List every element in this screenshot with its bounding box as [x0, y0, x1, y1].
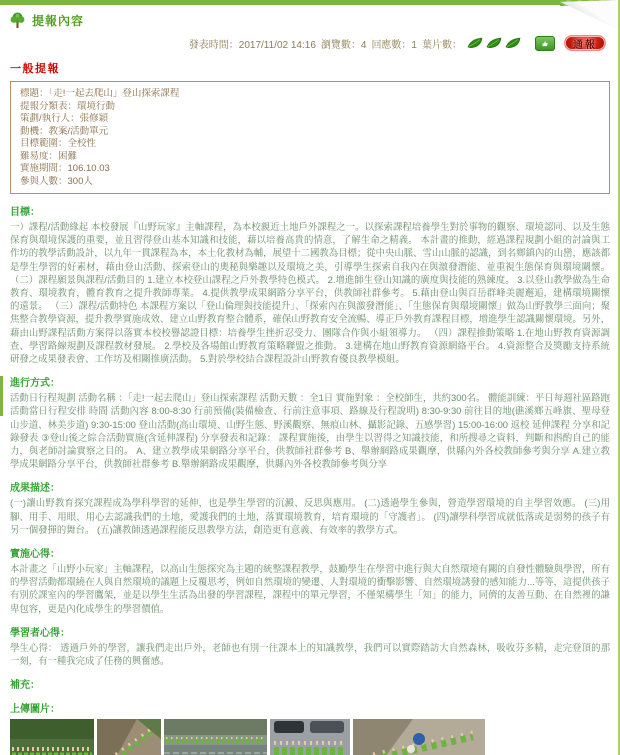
- section-method-text: 活動日行程規劃 活動名稱 ：「走!一起去爬山」登山探索課程 活動天數 ：全1日 實施對象 ：全校師生，共約300名。 體能訓練：平日每週社區路跑 活動當日行程安排 時間 活動內容 8:00-8:30 行前預備(裝備檢查、行前注意事項、路線及行程說明) 8:30-9:30 前往目的地(礁溪鄉五峰旗、聖母登山步道、林美步道) 9:30-15:00 登山活動(高山環境、山野生態、野溪觀察、無痕山林、攝影記錄、五感學習) 15:00-16:00 返校 延伸課程 分享和記錄發表 ③登山後之綜合活動實施(含延伸課程) 分享發表和記錄： 課程實施後，由學生以習得之知識技能，和所搜尋之資料，判斷和斟酌自己的能力，與老師討論實察之目的。 A、建立教學成果網路分享平台，供教師社群參考 B、舉辦網路成果觀摩，供縣內外各校教師參考與分享 A.建立教學成果網路分享平台，供教師社群參考 B.舉辦網路成果觀摩，供縣內外各校教師參考與分享: [10, 392, 610, 470]
- section-teacher-reflection-label: 實施心得：: [10, 549, 60, 561]
- section-uploaded-images: [10, 700, 610, 755]
- info-label: 動機：: [20, 125, 49, 137]
- published-time: 發表時間：2017/11/02 14:16: [188, 39, 316, 51]
- section-supplement-label: 補充：: [10, 680, 40, 692]
- uploaded-photo-1[interactable]: [10, 719, 94, 755]
- uploaded-photo-4[interactable]: [270, 719, 350, 755]
- tree-icon: [10, 12, 25, 29]
- section-goal: [10, 203, 610, 365]
- info-row-difficulty: [20, 151, 600, 164]
- section-goal-label: 目標：: [10, 207, 40, 218]
- group-photo-forest: [10, 719, 94, 755]
- uploaded-photo-5[interactable]: [353, 719, 485, 755]
- kids-climbing-rocky-slope: [97, 719, 161, 755]
- section-results-label: 成果描述：: [10, 483, 60, 495]
- reply-count: 回應數：1: [371, 39, 417, 51]
- info-row-period: [20, 163, 600, 176]
- section-learner-reflection: [10, 624, 610, 667]
- section-goal-text: 一）課程/活動緣起 本校發展『山野玩家』主軸課程，為本校親近土地戶外課程之一。以探索課程培養學生對於事物的觀察、環境認同、以及生態保育與環境保護的重要，並且習得登山基本知識和技能，藉以培養高貴的情意，了解生命之精義。 本計畫的推動，經過課程規劃小組的討論與工作坊的教學活動設計，以九年一貫課程為本，本土化教材為輔，展望十二國教為目標；從中央山脈、雪山山脈的認識，到名鄉鎮內的山巒，應該都是學生學習的好素材，藉由登山活動、探索登山的奧秘與樂趣以及環境之美，引導學生探索自我內在與激發潛能、並重視生態保育與環境關懷。 （二）課程願景與課程/活動目的 1.建立本校登山課程之戶外教學特色模式。 2.增進師生登山知識的廣度與技能的熟練度。 3.以登山教學做為生命教育、環境教育，體育教育之提升教師專業。 4.提供教學成果網路分享平台，供教師社群參考。 5.藉由登山與百岳群峰美麗邂逅，建構環境關懷的遠景。 （三）課程/活動特色 本課程方案以「登山倫理與技能提升」、「探索內在與激發潛能」、「生態保育與環境關懷」做為山野教學三面向；聚焦整合教學資源，提升教學實施成效、建立山野教育整合體系，確保山野教育安全流暢、導正戶外教育課程目標，增進學生認識關懷環境。另外，藉由山野課程活動方案得以落實本校校譽認證目標：培養學生挫折忍受力、團隊合作與小組領導力。 （四）課程推動策略 1.在地山野教育資源調查、學習路線規劃及課程教材發展。 2.學校及各場館山野教育策略聯盟之推動。 3.建構在地山野教育資源網絡平台。 4.資源整合及獎勵支持系統研發之成果發表會、工作坊及相關推廣活動。 5.對於學校結合課程設計山野教育優良教學模組。: [10, 221, 611, 365]
- report-abuse-button[interactable]: 通報: [564, 35, 606, 51]
- info-value: 106.10.03: [67, 163, 110, 174]
- section-results: [10, 479, 610, 536]
- section-method-label: 進行方式：: [10, 378, 60, 390]
- info-label: 標題：: [20, 88, 49, 99]
- page-header: [0, 5, 620, 29]
- section-supplement: [10, 676, 610, 691]
- like-button[interactable]: [535, 36, 555, 51]
- info-value: 教案/活動單元: [48, 125, 109, 137]
- leaf-icon: [486, 37, 503, 49]
- section-method: [10, 374, 610, 470]
- section-uploaded-images-label: 上傳圖片：: [10, 704, 60, 716]
- photo-strip: [10, 719, 610, 755]
- info-label: 目標範圍：: [20, 138, 68, 149]
- kids-on-gravel-slope: [353, 719, 485, 755]
- section-teacher-reflection-text: 本計畫之「山野小玩家」主軸課程，以高山生態探究為主題的統整課程教學，鼓勵學生在學習中進行與大自然環境有關的自發性體驗與學習，所有的學習活動都環繞在人與自然環境的議題上反覆思考，例如自然環境的變遷、人對環境的衝擊影響、自然環境誘發的感知能力...等等，這提供孩子有別於課室內的學習鷹架，並是以學生生活為出發的學習課程，課程中的單元學習，不僅架構學生「知」的能力，同儕的友善互動、在自然裡的謙卑包容，更是內化成學生的學習價值。: [10, 563, 611, 614]
- info-value: 困難: [58, 150, 78, 162]
- leaf-icons: [467, 37, 522, 49]
- leaf-count-label: 葉片數：: [422, 39, 462, 51]
- river-weir-crossing: [164, 719, 267, 755]
- info-value: 「走!一起去爬山」登山探索課程: [48, 88, 180, 99]
- group-gathering-roadside: [270, 719, 350, 755]
- page-title: 提報內容: [32, 14, 85, 28]
- section-learner-reflection-text: 學生心得： 透過戶外的學習，讓我們走出戶外，老師也有別一往課本上的知識教學，我們可以實際踏訪大自然森林，吸收芬多精，走完登頂的那一刻，有一種我完成了任務的興奮感。: [10, 641, 610, 667]
- section-teacher-reflection: [10, 545, 610, 615]
- info-label: 策劃/執行人：: [20, 113, 80, 124]
- info-row-motivation: [20, 126, 600, 139]
- leaf-icon: [505, 37, 522, 49]
- info-label: 實施期間：: [20, 163, 68, 174]
- section-learner-reflection-label: 學習者心得：: [10, 627, 70, 639]
- info-label: 提報分類表：: [20, 100, 78, 112]
- uploaded-photo-3[interactable]: [164, 719, 267, 755]
- info-row-planner: [20, 113, 600, 126]
- info-label: 參與人數：: [20, 175, 68, 187]
- leaf-icon: [467, 37, 484, 49]
- view-count: 瀏覽數：4: [320, 39, 367, 51]
- report-body: [10, 203, 610, 755]
- thumbs-up-icon: [542, 39, 548, 48]
- info-row-scope: [20, 138, 600, 151]
- info-value: 全校性: [67, 138, 97, 149]
- meta-row: [0, 29, 620, 51]
- info-row-title: [20, 88, 600, 101]
- info-row-participants: [20, 176, 600, 189]
- info-value: 300人: [67, 175, 93, 187]
- uploaded-photo-2[interactable]: [97, 719, 161, 755]
- report-info-box: [10, 81, 610, 194]
- info-label: 難易度：: [20, 150, 59, 162]
- info-value: 環境行動: [77, 100, 116, 112]
- section-results-text: (一)讓山野教育探究課程成為學科學習的延伸，也是學生學習的沉澱、反思與應用。 (二)透過學生參與，營造學習環境的自主學習效應。 (三)用腳、用手、用眼、用心去認識我們的土地，愛護我們的土地，落實環境教育，培育環境的「守護者」。 (四)讓學科學習成就低落或是弱勢的孩子有另一個發揮的舞台。 (五)讓教師透過課程能反思教學方法，創造更有意義、有效率的教學方式。: [10, 497, 610, 535]
- report-type-heading: 一般提報: [10, 63, 60, 75]
- info-row-category: [20, 101, 600, 114]
- info-value: 張修穎: [79, 113, 109, 124]
